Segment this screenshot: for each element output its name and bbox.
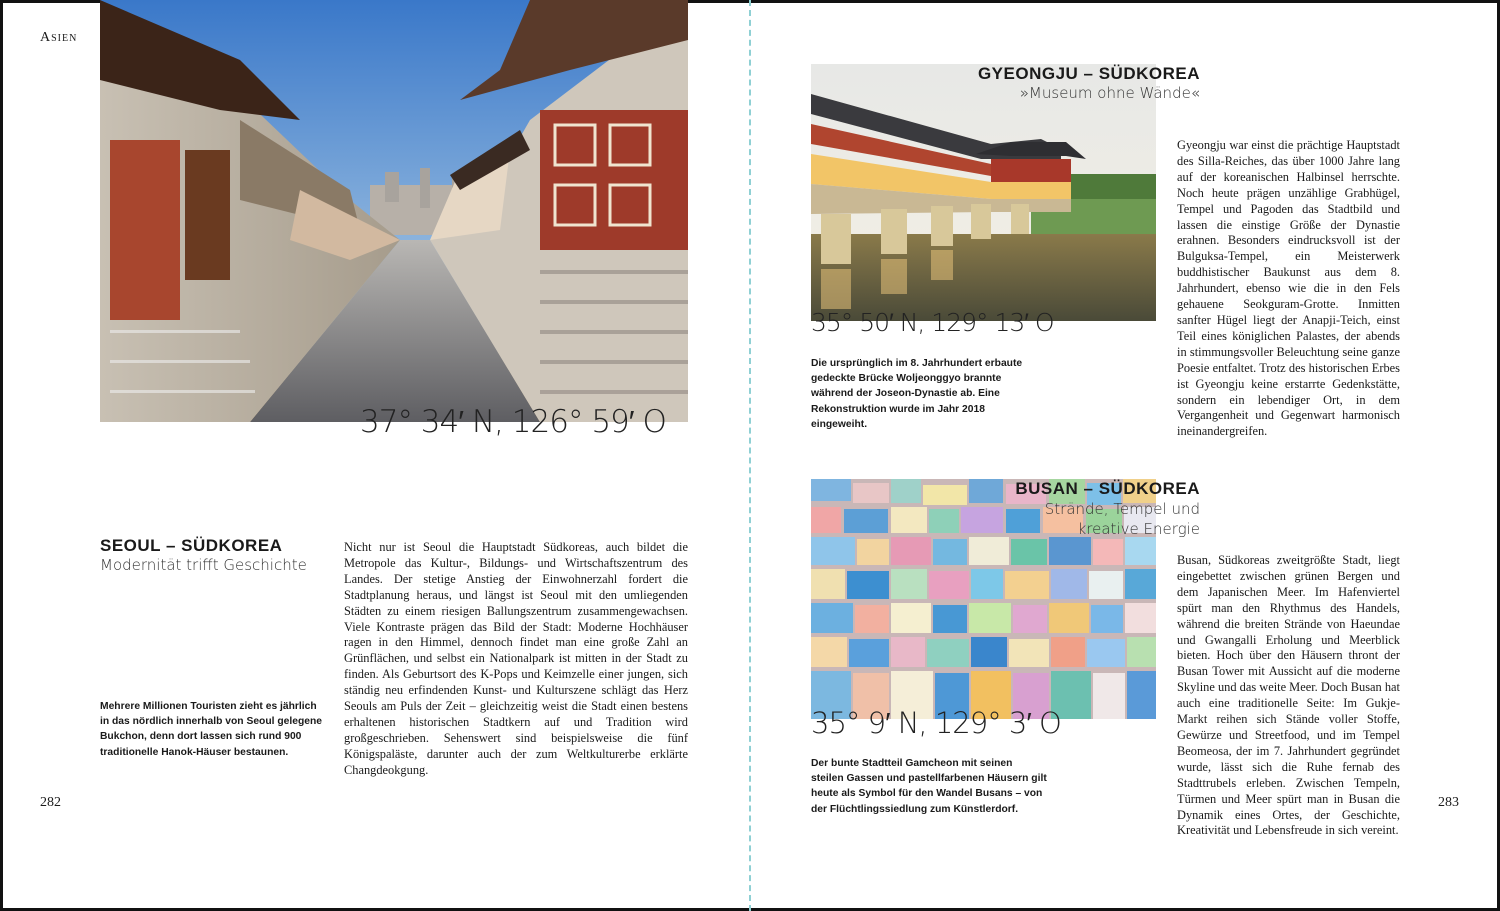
gyeongju-coordinates: 35° 50′ N, 129° 13′ O [811,308,1054,337]
seoul-subtitle: Modernität trifft Geschichte [100,556,307,574]
busan-subtitle-line1: Strände, Tempel und [1044,500,1200,518]
busan-subtitle-line2: kreative Energie [1077,520,1200,538]
seoul-title: SEOUL – SÜDKOREA [100,536,283,555]
section-label: Asien [40,30,78,45]
busan-body-text: Busan, Südkoreas zweitgrößte Stadt, liegt eingebettet zwischen grünen Bergen und dem Japanischen Meer. Im Hafenviertel spürt man den Rhythmus des Handels, während die breiten Strände von Haeundae und Gwangalli Erholung und Meerblick bieten. Hoch über den Häusern thront der Busan Tower mit Aussicht auf die moderne Skyline und das weite Meer. Doch Busan hat auch eine traditionelle Seite: Im Gukje-Markt reihen sich Stände voller Stoffe, Gewürze und Streetfood, und im Tempel Beomeosa, der im 7. Jahrhundert gegründet wurde, lässt sich die Ruhe fernab des Stadttrubels erleben. Zwischen Tempeln, Türmen und Meer spürt man in Busan die Dynamik eines Ortes, der Geschichte, Kreativität und Lebensfreude in sich vereint. [1177,553,1400,838]
seoul-photo [100,0,688,422]
seoul-body-text: Nicht nur ist Seoul die Hauptstadt Südkoreas, auch bildet die Metropole das Kultur-, Bildungs- und Wirtschaftszentrum des Landes. Der stetige Anstieg der Einwohnerzahl fordert die Stadtplanung heraus, und längst ist Seoul mit den umliegenden Städten zu einem riesigen Ballungszentrum zusammengewachsen. Viele Kontraste prägen das Bild der Stadt: Moderne Hochhäuser ragen in den Himmel, dennoch findet man eine große Zahl an Grünflächen, und selbst ein Nationalpark ist mitten in der Stadt zu finden. Als Geburtsort des K-Pops und Keimzelle einer jungen, sich ständig neu erfindenden Kunst- und Kulturszene schlägt das Herz Seouls am Puls der Zeit – gleichzeitig weist die Stadt einen bestens erhaltenen historischen Stadtkern auf und Tradition wird großgeschrieben. Sehenswert sind beispielsweise die fünf Königspaläste, darunter auch der zum Weltkulturerbe erklärte Changdeokgung. [344,540,688,777]
page-number-left: 282 [40,795,61,810]
gyeongju-title: GYEONGJU – SÜDKOREA [977,64,1200,83]
seoul-coordinates: 37° 34′ N, 126° 59′ O [360,404,666,440]
gyeongju-photo [811,64,1156,321]
gyeongju-body-text: Gyeongju war einst die prächtige Hauptstadt des Silla-Reiches, das über 1000 Jahre lang auf der koreanischen Halbinsel herrschte. Noch heute prägen unzählige Grabhügel, Tempel und Pagoden das Stadtbild und lassen die einstige Größe der Dynastie erahnen. Besonders eindrucksvoll ist der Bulguksa-Tempel, ein Meisterwerk buddhistischer Baukunst aus dem 8. Jahrhundert, ebenso wie die in den Fels gehauene Seokguram-Grotte. Inmitten sanfter Hügel liegt der Anapji-Teich, einst Teil eines königlichen Palastes, der abends in stimmungsvoller Beleuchtung seine ganze Poesie entfaltet. Trotz des historischen Erbes ist Gyeongju keine erstarrte Gedenkstätte, sondern ein lebendiger Ort, in dem Vergangenheit und Gegenwart harmonisch ineinandergreifen. [1177,138,1400,439]
gyeongju-subtitle: »Museum ohne Wände« [1019,84,1200,102]
gyeongju-caption: Die ursprünglich im 8. Jahrhundert erbaute gedeckte Brücke Woljeonggyo brannte während der Joseon-Dynastie ab. Eine Rekonstruktion wurde im Jahr 2018 eingeweiht. [811,358,1023,430]
busan-subtitle [1045,499,1200,539]
page-number-right: 283 [1438,795,1459,810]
busan-caption: Der bunte Stadtteil Gamcheon mit seinen steilen Gassen und pastellfarbenen Häusern gilt heute als Symbol für den Wandel Busans – von der Flüchtlingssiedlung zum Künstlerdorf. [811,758,1047,815]
busan-title: BUSAN – SÜDKOREA [1015,479,1200,498]
seoul-caption: Mehrere Millionen Touristen zieht es jährlich in das nördlich innerhalb von Seoul gelegene Bukchon, denn dort lassen sich rund 900 traditionelle Hanok-Häuser bestaunen. [100,701,322,758]
busan-coordinates: 35° 9′ N, 129° 3′ O [811,706,1061,740]
page-gutter [749,0,751,911]
